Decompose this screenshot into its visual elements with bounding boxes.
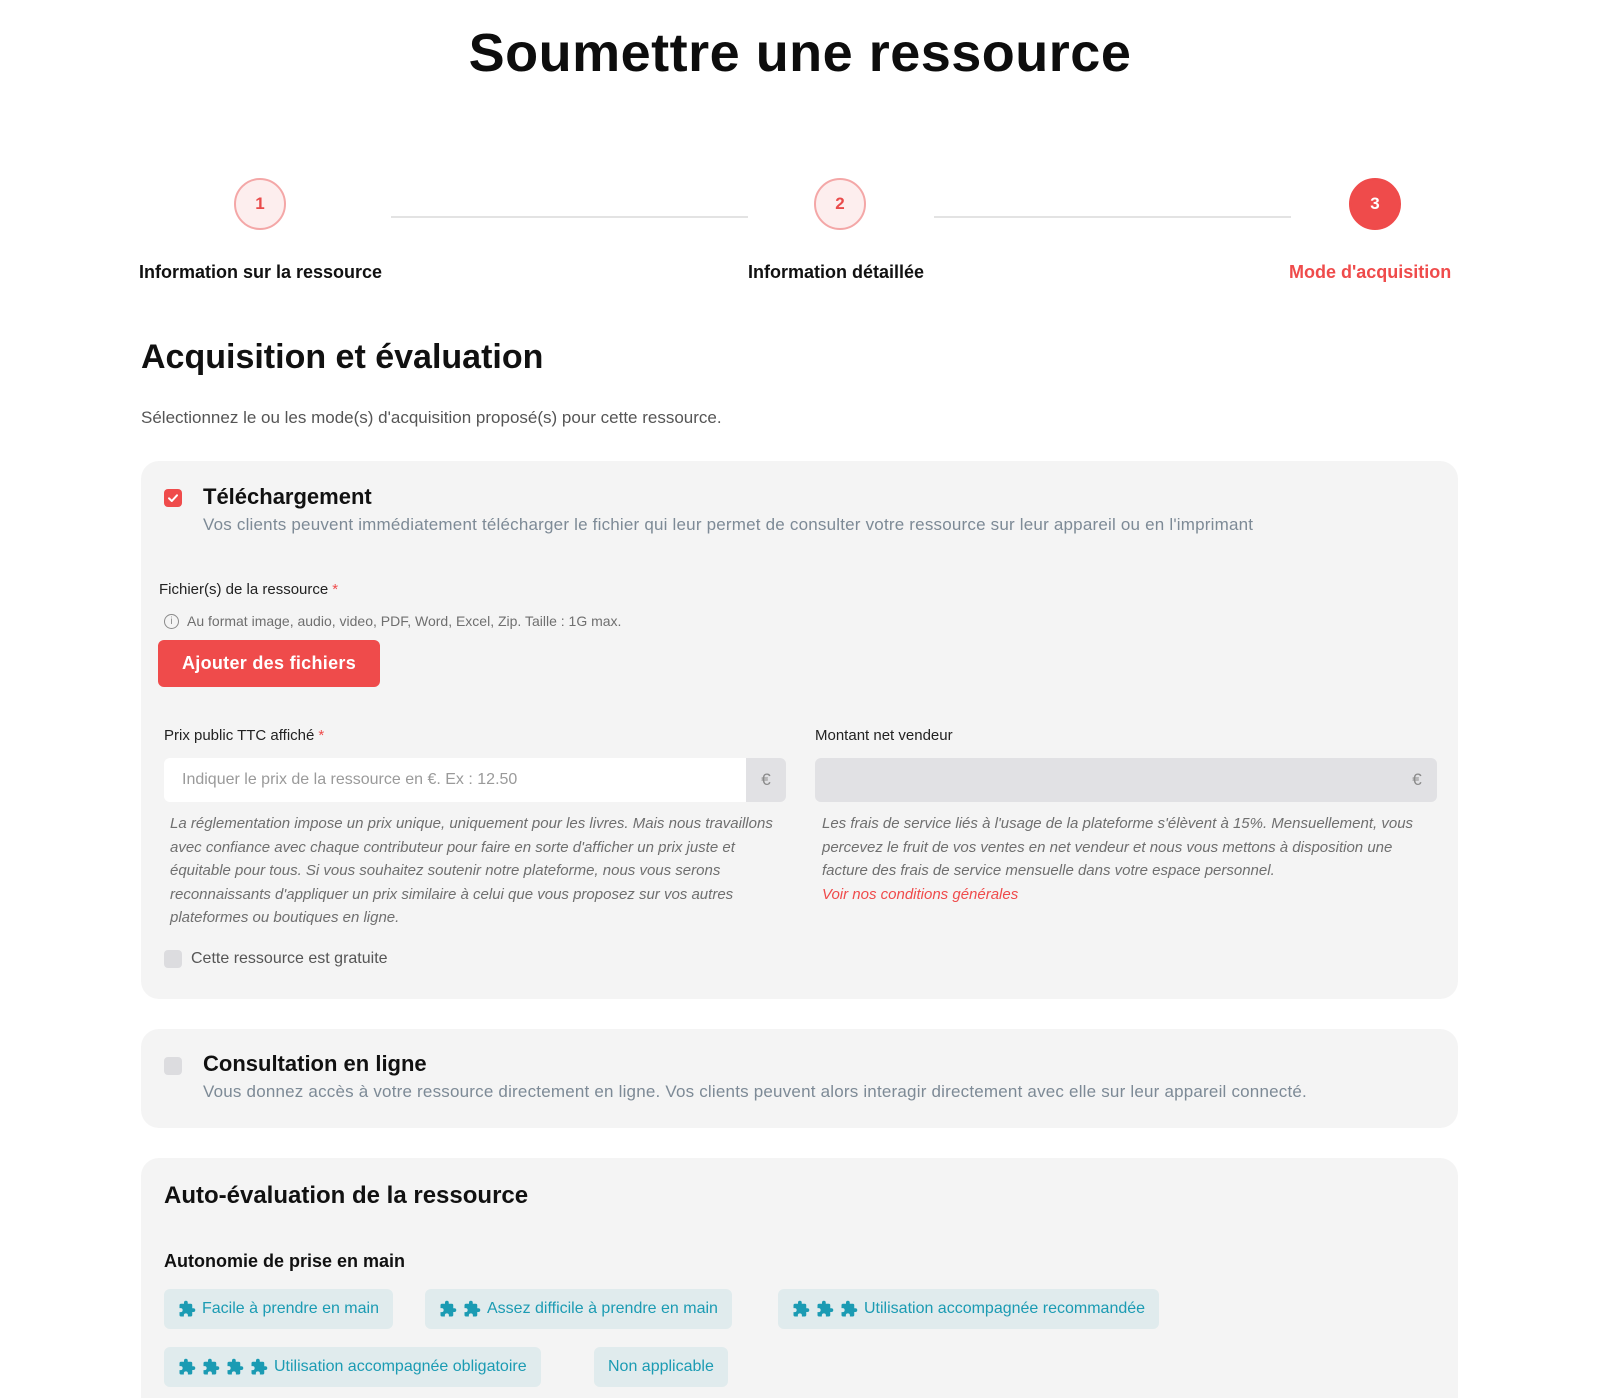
step-number-3: 3	[1349, 178, 1401, 230]
autonomy-option-fairly-difficult[interactable]: Assez difficile à prendre en main	[425, 1289, 732, 1329]
download-checkbox[interactable]	[164, 489, 182, 507]
puzzle-icon	[178, 1358, 196, 1376]
online-checkbox[interactable]	[164, 1057, 182, 1075]
puzzle-icon	[816, 1300, 834, 1318]
files-hint	[164, 613, 621, 629]
files-label: Fichier(s) de la ressource *	[159, 581, 339, 598]
net-amount-input	[815, 758, 1397, 802]
autonomy-option-easy[interactable]: Facile à prendre en main	[164, 1289, 393, 1329]
puzzle-icon	[463, 1300, 481, 1318]
step-label-2: Information détaillée	[748, 262, 925, 282]
price-label: Prix public TTC affiché *	[164, 727, 325, 744]
step-label-3: Mode d'acquisition	[1289, 262, 1452, 282]
download-title: Téléchargement	[203, 484, 372, 509]
online-description: Vous donnez accès à votre ressource directement en ligne. Vos clients peuvent alors interagir directement avec elle sur leur appareil connecté.	[203, 1082, 1307, 1101]
download-description: Vos clients peuvent immédiatement télécharger le fichier qui leur permet de consulter votre ressource sur leur appareil ou en l'imprimant	[203, 515, 1254, 534]
step-3[interactable]	[1289, 178, 1452, 282]
step-1[interactable]	[139, 178, 383, 282]
autonomy-label: Autonomie de prise en main	[164, 1251, 406, 1271]
net-amount-note: Les frais de service liés à l'usage de la plateforme s'élèvent à 15%. Mensuellement, vous percevez le fruit de vos ventes en net vendeur et nous vous mettons à disposition une facture des frais de service mensuelle dans votre espace personnel. Voir nos conditions générales	[822, 815, 1414, 903]
evaluation-title: Auto-évaluation de la ressource	[164, 1182, 529, 1209]
step-number-2: 2	[814, 178, 866, 230]
price-input-group	[164, 758, 786, 802]
info-icon: i	[164, 614, 179, 629]
net-amount-input-group	[815, 758, 1437, 802]
net-amount-label: Montant net vendeur	[815, 727, 953, 744]
download-option-card	[141, 461, 1458, 999]
section-subtitle: Sélectionnez le ou les mode(s) d'acquisition proposé(s) pour cette ressource.	[141, 408, 722, 427]
puzzle-icon	[178, 1300, 196, 1318]
puzzle-icon	[226, 1358, 244, 1376]
autonomy-option-assisted-mandatory[interactable]: Utilisation accompagnée obligatoire	[164, 1347, 541, 1387]
autonomy-option-assisted-recommended[interactable]: Utilisation accompagnée recommandée	[778, 1289, 1159, 1329]
free-resource-checkbox[interactable]	[164, 950, 182, 968]
online-option-card	[141, 1029, 1458, 1128]
price-note: La réglementation impose un prix unique, uniquement pour les livres. Mais nous travaillons avec confiance avec chaque contributeur pour faire en sorte d'afficher un prix juste et équitable pour tous. Si vous souhaitez soutenir notre plateforme, nous vous serons reconnaissants d'appliquer un prix similaire à celui que vous proposez sur vos autres plateformes ou boutiques en ligne.	[170, 815, 773, 926]
step-2[interactable]	[748, 178, 925, 282]
add-files-button[interactable]: Ajouter des fichiers	[158, 640, 380, 687]
price-input[interactable]	[164, 758, 746, 802]
page-title: Soumettre une ressource	[468, 23, 1132, 83]
puzzle-icon	[792, 1300, 810, 1318]
terms-link[interactable]: Voir nos conditions générales	[822, 885, 1019, 903]
puzzle-icon	[202, 1358, 220, 1376]
step-number-1: 1	[234, 178, 286, 230]
required-mark: *	[332, 581, 339, 598]
self-evaluation-card	[141, 1158, 1458, 1398]
autonomy-option-not-applicable[interactable]: Non applicable	[594, 1347, 728, 1387]
files-hint-text: Au format image, audio, video, PDF, Word, Excel, Zip. Taille : 1G max.	[187, 613, 622, 629]
puzzle-icon	[439, 1300, 457, 1318]
section-title: Acquisition et évaluation	[141, 338, 544, 376]
step-connector-2	[934, 216, 1291, 218]
puzzle-icon	[250, 1358, 268, 1376]
step-connector-1	[391, 216, 748, 218]
checkmark-icon	[167, 492, 179, 504]
required-mark: *	[318, 727, 325, 744]
free-resource-label: Cette ressource est gratuite	[191, 950, 388, 967]
step-label-1: Information sur la ressource	[139, 262, 383, 282]
online-title: Consultation en ligne	[203, 1051, 427, 1076]
euro-addon: €	[746, 758, 786, 802]
euro-addon: €	[1397, 758, 1437, 802]
puzzle-icon	[840, 1300, 858, 1318]
